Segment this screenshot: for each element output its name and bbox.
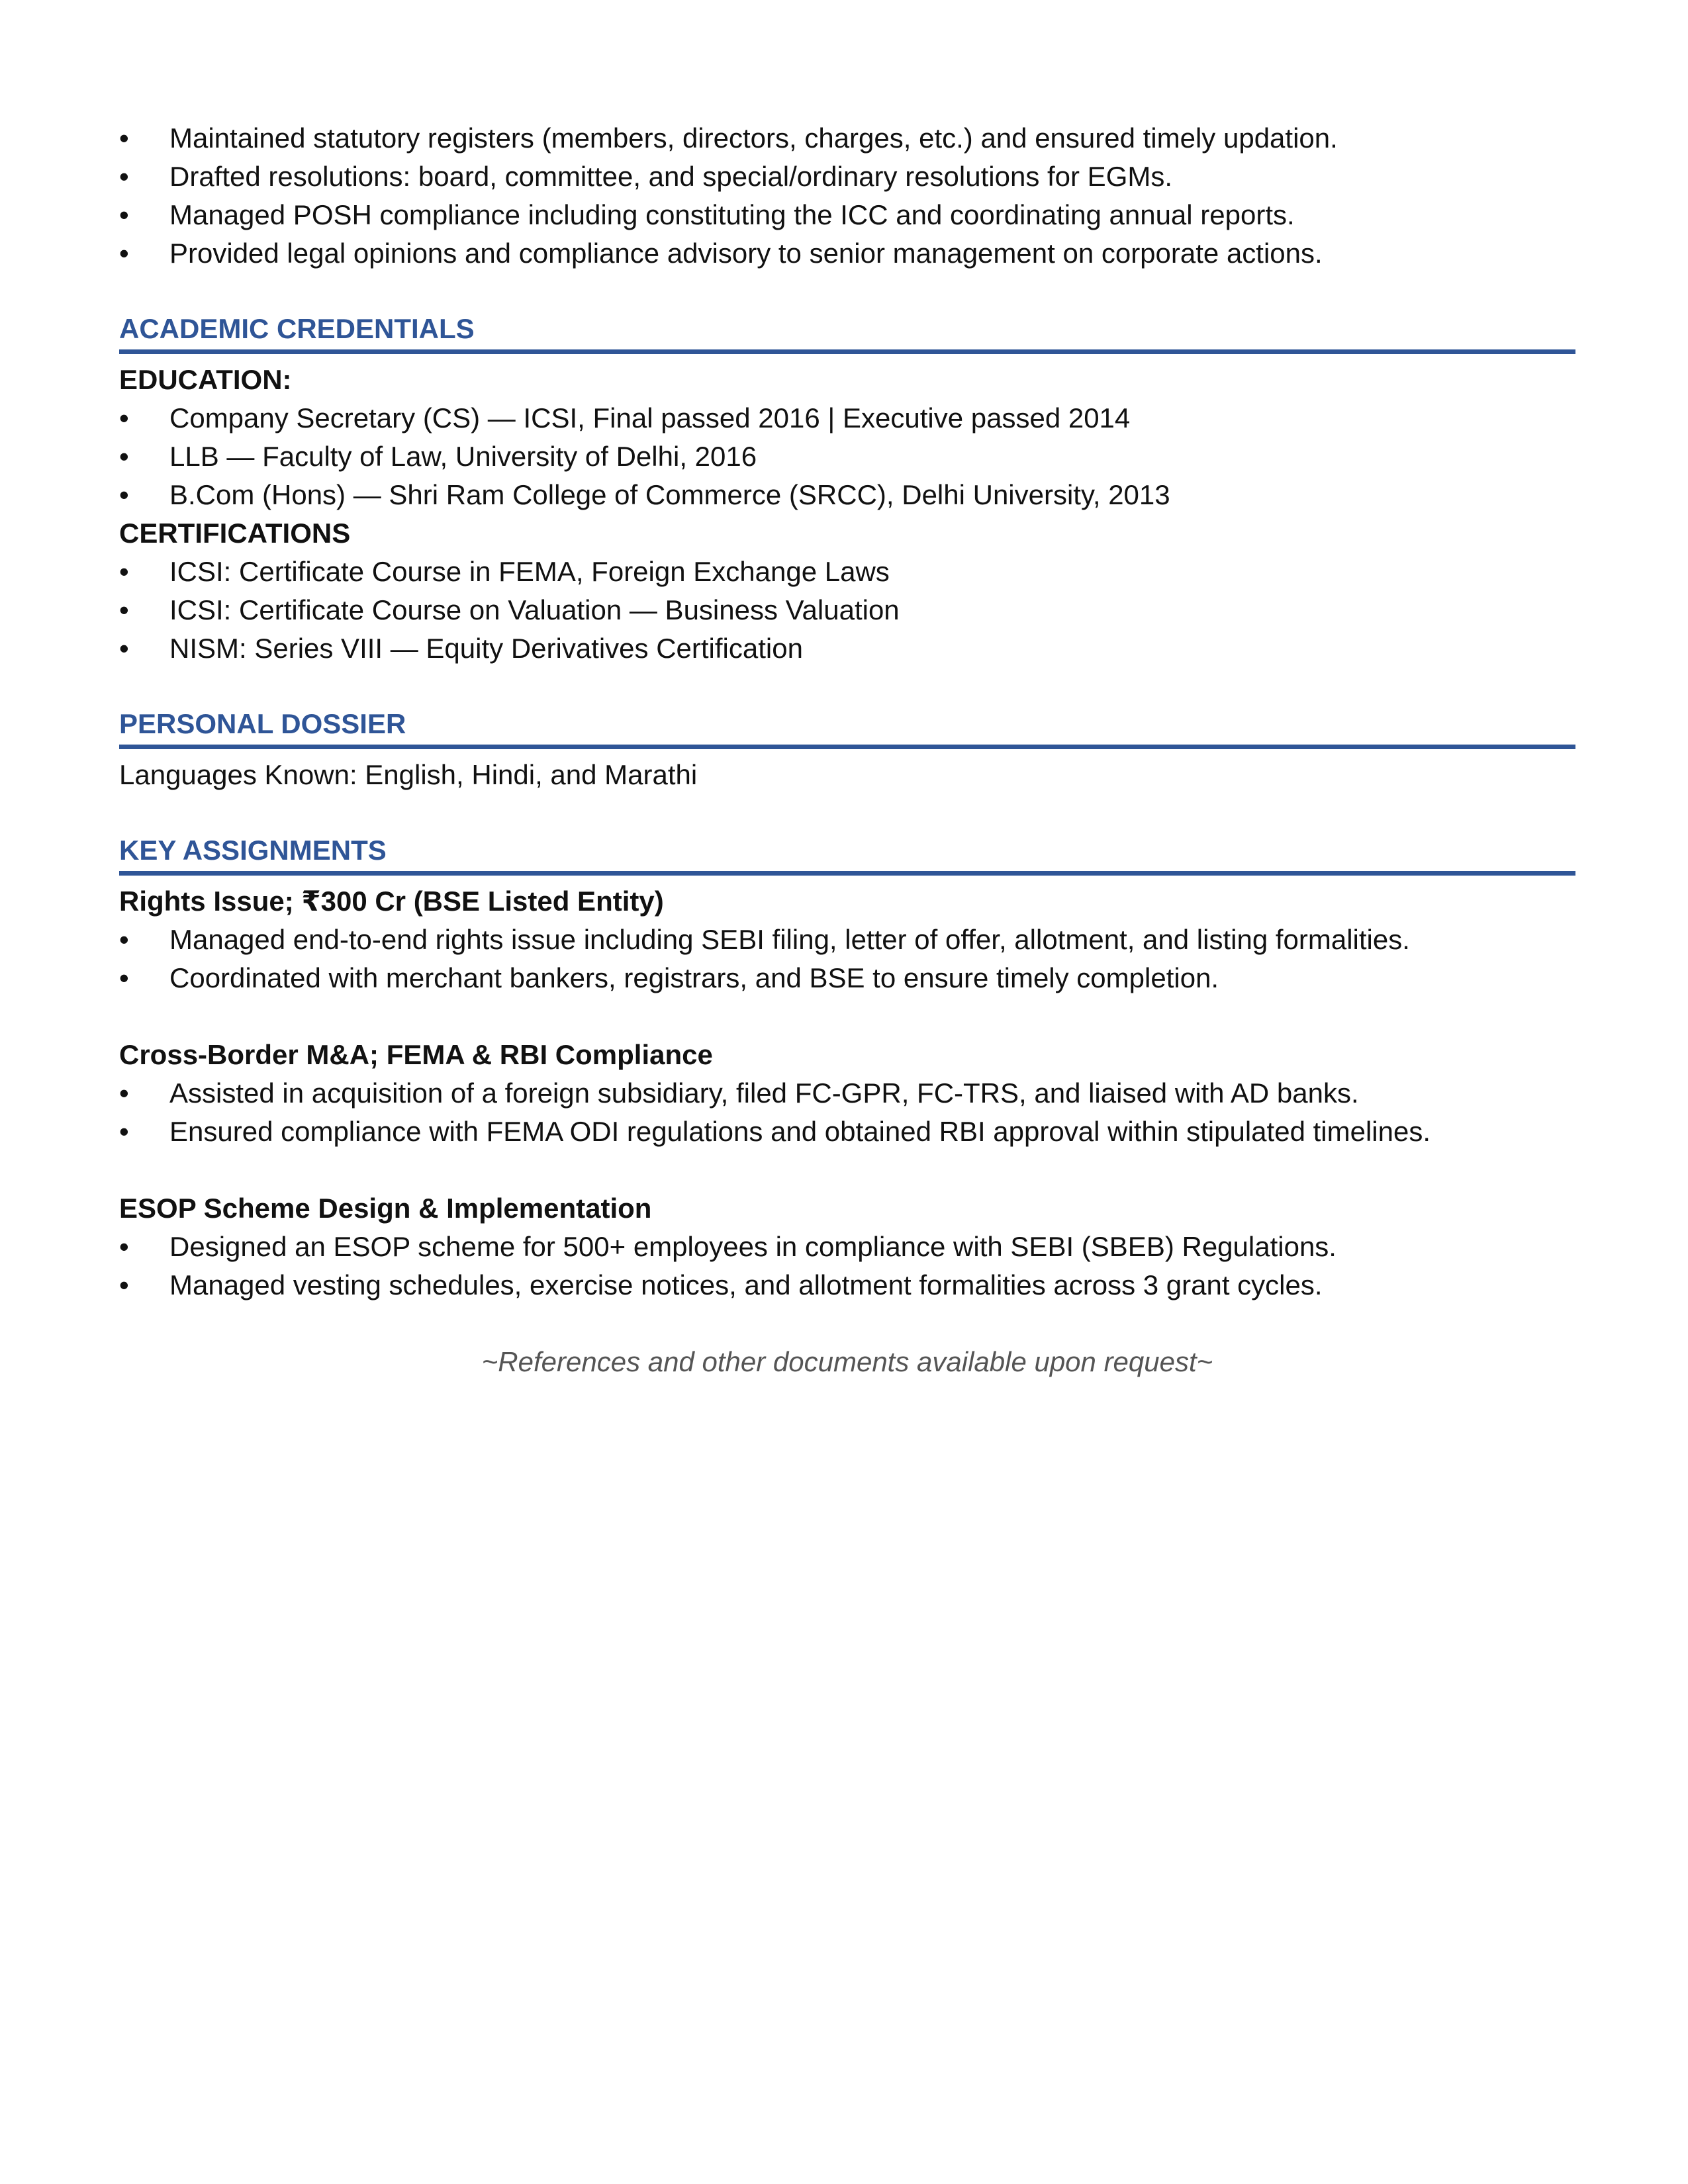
list-item: • Company Secretary (CS) — ICSI, Final passed 2016 | Executive passed 2014 — [119, 399, 1575, 437]
education-list — [119, 399, 1575, 514]
list-item: • Managed POSH compliance including constituting the ICC and coordinating annual reports. — [119, 196, 1575, 234]
list-item: • Assisted in acquisition of a foreign subsidiary, filed FC-GPR, FC-TRS, and liaised with AD banks. — [119, 1074, 1575, 1113]
list-item: • NISM: Series VIII — Equity Derivatives Certification — [119, 629, 1575, 668]
certifications-list — [119, 553, 1575, 668]
list-item: • Managed vesting schedules, exercise notices, and allotment formalities across 3 grant cycles. — [119, 1266, 1575, 1304]
list-item: • ICSI: Certificate Course in FEMA, Foreign Exchange Laws — [119, 553, 1575, 591]
references-note: ~References and other documents available upon request~ — [481, 1346, 1213, 1377]
list-item: • Drafted resolutions: board, committee, and special/ordinary resolutions for EGMs. — [119, 158, 1575, 196]
resume-page — [119, 119, 1575, 1381]
education-label: EDUCATION: — [119, 364, 292, 395]
assignment-bullet-list — [119, 1228, 1575, 1304]
list-item: • Provided legal opinions and compliance advisory to senior management on corporate actions. — [119, 234, 1575, 273]
personal-section-title: PERSONAL DOSSIER — [119, 706, 1575, 749]
assignment-heading: Cross-Border M&A; FEMA & RBI Compliance — [119, 1039, 713, 1070]
academic-section-title: ACADEMIC CREDENTIALS — [119, 311, 1575, 354]
assignment-bullet-list — [119, 1074, 1575, 1151]
list-item: • Coordinated with merchant bankers, registrars, and BSE to ensure timely completion. — [119, 959, 1575, 997]
list-item: • Designed an ESOP scheme for 500+ employees in compliance with SEBI (SBEB) Regulations. — [119, 1228, 1575, 1266]
assignment-bullet-list — [119, 921, 1575, 997]
assignments-section-title: KEY ASSIGNMENTS — [119, 833, 1575, 876]
list-item: • ICSI: Certificate Course on Valuation — Business Valuation — [119, 591, 1575, 629]
assignment-heading: Rights Issue; ₹300 Cr (BSE Listed Entity) — [119, 886, 664, 917]
intro-bullet-list — [119, 119, 1575, 273]
assignment-heading: ESOP Scheme Design & Implementation — [119, 1193, 652, 1224]
languages-known: Languages Known: English, Hindi, and Marathi — [119, 759, 698, 790]
list-item: • LLB — Faculty of Law, University of Delhi, 2016 — [119, 437, 1575, 476]
list-item: • Maintained statutory registers (members, directors, charges, etc.) and ensured timely updation. — [119, 119, 1575, 158]
list-item: • Managed end-to-end rights issue including SEBI filing, letter of offer, allotment, and listing formalities. — [119, 921, 1575, 959]
list-item: • B.Com (Hons) — Shri Ram College of Commerce (SRCC), Delhi University, 2013 — [119, 476, 1575, 514]
list-item: • Ensured compliance with FEMA ODI regulations and obtained RBI approval within stipulated timelines. — [119, 1113, 1575, 1151]
certifications-label: CERTIFICATIONS — [119, 518, 351, 549]
